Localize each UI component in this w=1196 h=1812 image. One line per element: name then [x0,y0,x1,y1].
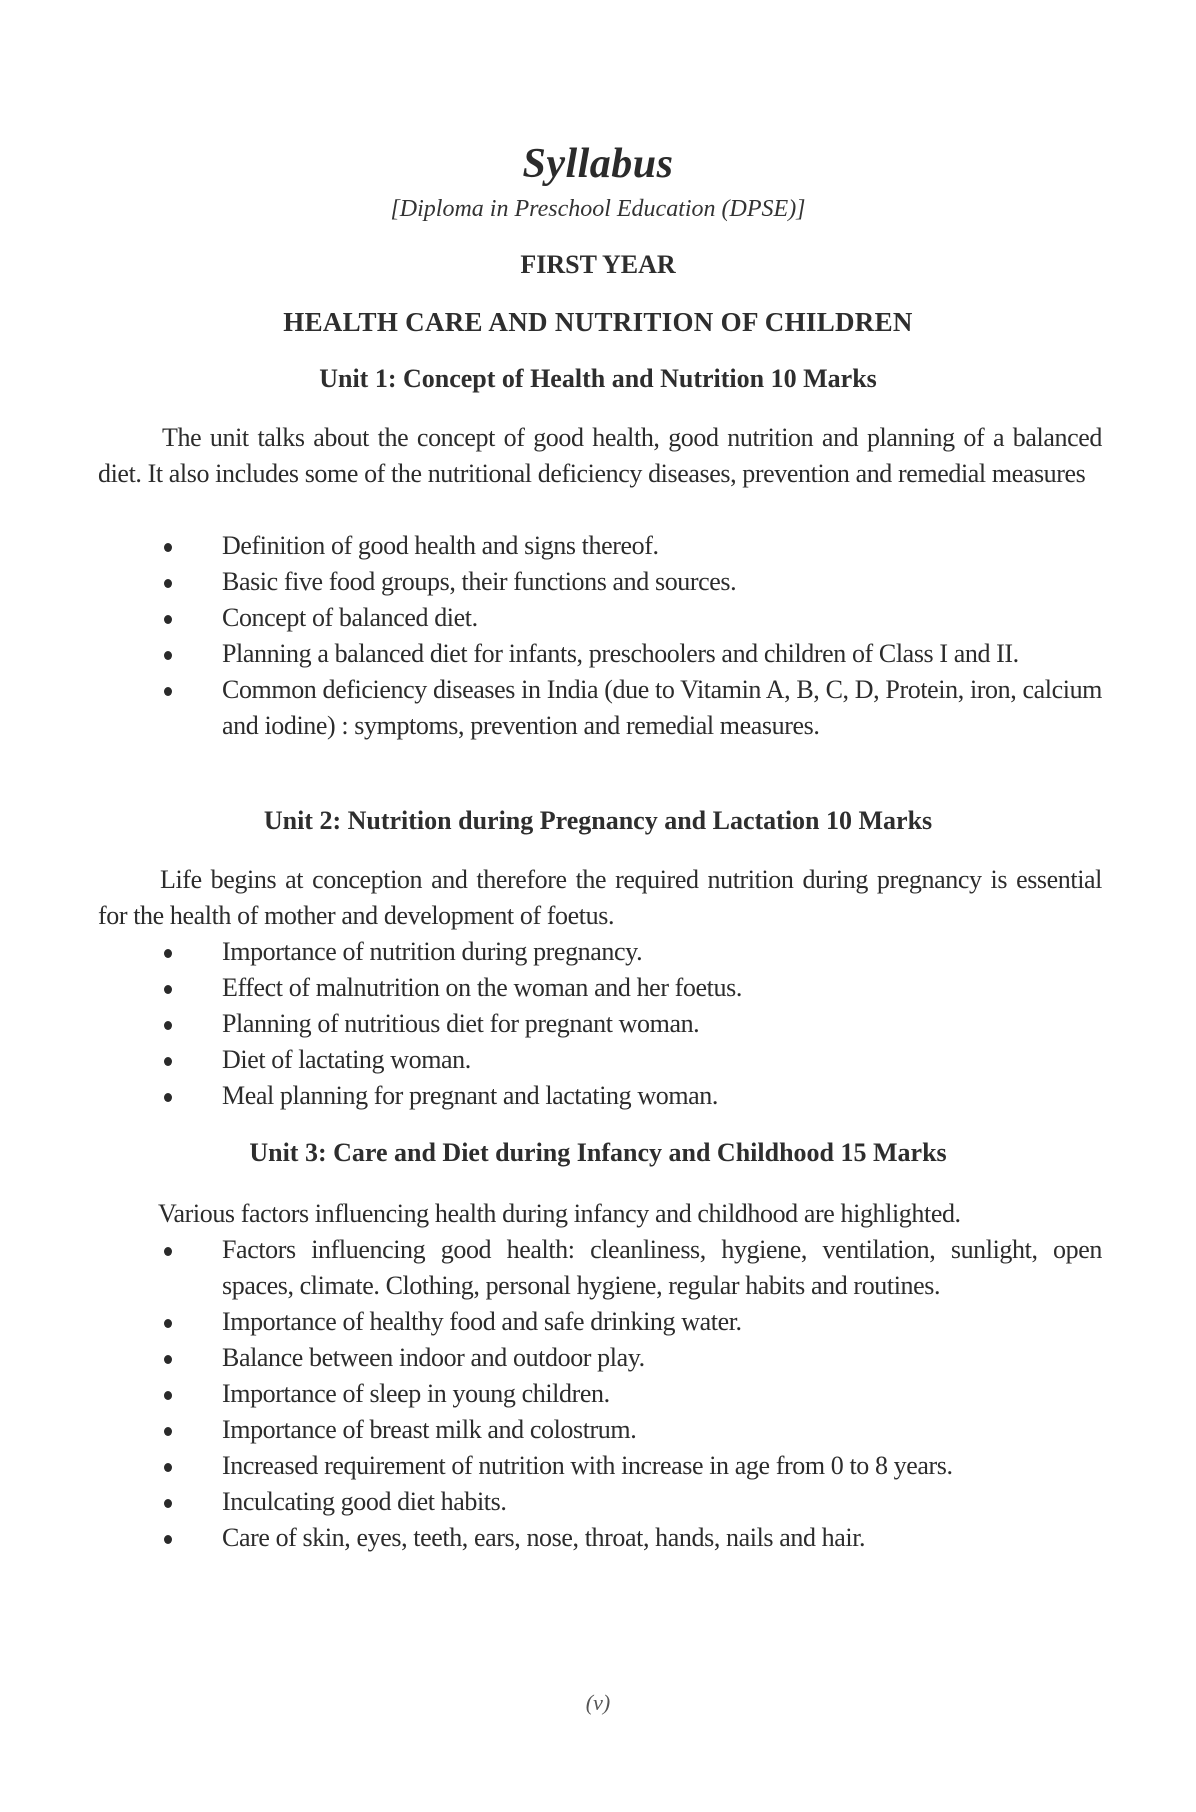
unit-1-heading: Unit 1: Concept of Health and Nutrition 10 Marks [319,364,877,393]
unit-3-heading: Unit 3: Care and Diet during Infancy and Childhood 15 Marks [249,1138,947,1167]
list-item [0,1484,1196,1520]
page-title: Syllabus [522,141,674,187]
list-item [0,1412,1196,1448]
list-item-text: Diet of lactating woman. [222,1045,471,1074]
bullet-icon [164,1427,172,1436]
list-item [0,636,1196,672]
list-item [0,1340,1196,1376]
list-item [0,1448,1196,1484]
list-item [0,1232,1196,1304]
bullet-icon [164,1355,172,1364]
course-heading: HEALTH CARE AND NUTRITION OF CHILDREN [283,307,913,337]
list-item-text: Concept of balanced diet. [222,603,478,632]
list-item [0,970,1196,1006]
bullet-icon [164,1057,172,1066]
list-item-text: Common deficiency diseases in India (due to Vitamin A, B, C, D, Protein, iron, calcium and iodine) : symptoms, prevention and remedial measures. [222,675,1102,740]
bullet-icon [164,1463,172,1472]
list-item [0,1520,1196,1556]
bullet-icon [164,651,172,660]
list-item-text: Importance of sleep in young children. [222,1379,610,1408]
list-item [0,1006,1196,1042]
unit-1-intro-text: The unit talks about the concept of good health, good nutrition and planning of a balanced diet. It also includes some of the nutritional deficiency diseases, prevention and remedial measures [98,423,1102,488]
bullet-icon [164,1499,172,1508]
unit-3-intro: Various factors influencing health during infancy and childhood are highlighted. [158,1199,961,1228]
list-item [0,1078,1196,1114]
list-item [0,564,1196,600]
bullet-icon [164,985,172,994]
unit-1-intro [98,420,1102,492]
page-subtitle: [Diploma in Preschool Education (DPSE)] [390,196,806,222]
bullet-icon [164,1093,172,1102]
bullet-icon [164,1021,172,1030]
list-item-text: Effect of malnutrition on the woman and her foetus. [222,973,742,1002]
bullet-icon [164,1391,172,1400]
list-item-text: Meal planning for pregnant and lactating woman. [222,1081,718,1110]
list-item [0,672,1196,744]
unit-3-list [0,1232,1196,1556]
unit-2-list [0,934,1196,1114]
bullet-icon [164,1535,172,1544]
bullet-icon [164,615,172,624]
list-item [0,934,1196,970]
list-item-text: Planning a balanced diet for infants, preschoolers and children of Class I and II. [222,639,1019,668]
bullet-icon [164,1319,172,1328]
list-item [0,1376,1196,1412]
bullet-icon [164,687,172,696]
list-item-text: Balance between indoor and outdoor play. [222,1343,645,1372]
bullet-icon [164,543,172,552]
list-item [0,1304,1196,1340]
bullet-icon [164,579,172,588]
year-heading: FIRST YEAR [520,250,676,279]
list-item [0,1042,1196,1078]
bullet-icon [164,1247,172,1256]
unit-1-list [0,528,1196,744]
list-item-text: Importance of nutrition during pregnancy. [222,937,643,966]
unit-2-intro-text: Life begins at conception and therefore the required nutrition during pregnancy is essential for the health of mother and development of foetus. [98,865,1102,930]
unit-2-heading: Unit 2: Nutrition during Pregnancy and Lactation 10 Marks [263,806,933,835]
bullet-icon [164,949,172,958]
list-item-text: Inculcating good diet habits. [222,1487,507,1516]
list-item [0,600,1196,636]
list-item-text: Increased requirement of nutrition with increase in age from 0 to 8 years. [222,1451,953,1480]
unit-2-intro [98,862,1102,934]
list-item-text: Importance of breast milk and colostrum. [222,1415,637,1444]
list-item-text: Care of skin, eyes, teeth, ears, nose, throat, hands, nails and hair. [222,1523,866,1552]
list-item-text: Importance of healthy food and safe drinking water. [222,1307,742,1336]
page-number: (v) [585,1690,611,1715]
list-item [0,528,1196,564]
list-item-text: Factors influencing good health: cleanliness, hygiene, ventilation, sunlight, open spaces, climate. Clothing, personal hygiene, regular habits and routines. [222,1235,1102,1300]
list-item-text: Basic five food groups, their functions and sources. [222,567,737,596]
list-item-text: Definition of good health and signs thereof. [222,531,659,560]
list-item-text: Planning of nutritious diet for pregnant woman. [222,1009,700,1038]
